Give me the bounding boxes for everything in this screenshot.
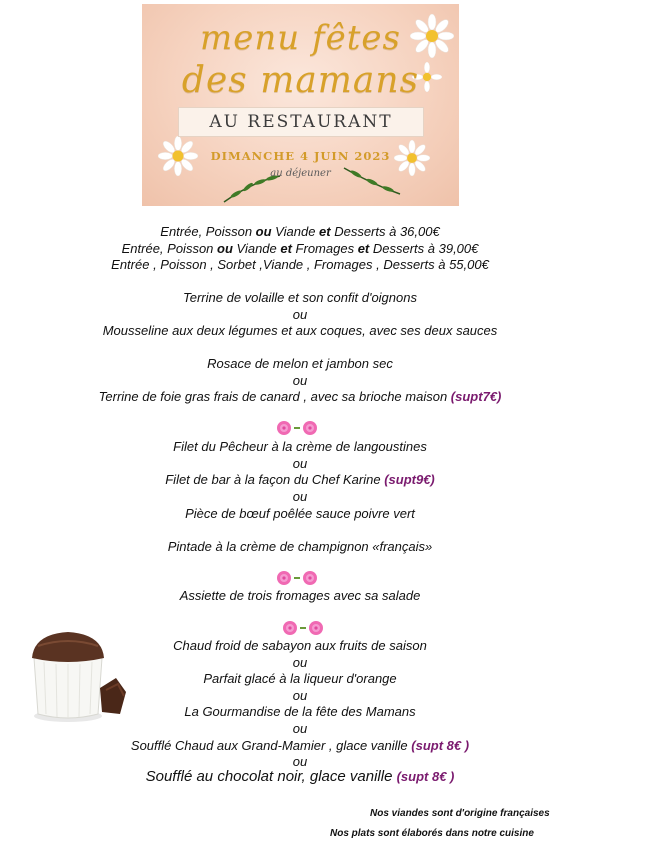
banner-title-line2: des mamans [181, 60, 420, 101]
dessert-item: Soufflé Chaud aux Grand-Mamier , glace vanille (supt 8€ ) [130, 738, 470, 753]
starter-item: Mousseline aux deux légumes et aux coques, avec ses deux sauces [102, 323, 498, 338]
rose-pair-icon [270, 418, 330, 438]
supplement-price: (supt9€) [384, 472, 435, 487]
supplement-price: (supt 8€ ) [396, 769, 455, 784]
or-separator: ou [292, 456, 308, 471]
banner-title-line1: menu fêtes [200, 18, 401, 58]
supplement-price: (supt7€) [450, 389, 502, 404]
or-separator: ou [292, 688, 308, 703]
main-item: Pintade à la crème de champignon «français» [167, 539, 433, 554]
dessert-item: La Gourmandise de la fête des Mamans [184, 704, 416, 719]
footer-note-origin: Nos viandes sont d'origine françaises [370, 808, 550, 819]
starter-item: Terrine de foie gras frais de canard , avec sa brioche maison (supt7€) [98, 389, 502, 404]
starter-item: Rosace de melon et jambon sec [207, 356, 393, 371]
dessert-item: Parfait glacé à la liqueur d'orange [203, 671, 397, 686]
main-item: Filet du Pêcheur à la crème de langoustines [173, 439, 427, 454]
dessert-item: Chaud froid de sabayon aux fruits de saison [173, 638, 427, 653]
supplement-price: (supt 8€ ) [411, 738, 470, 753]
dessert-item: Soufflé au chocolat noir, glace vanille (supt 8€ ) [145, 768, 455, 785]
banner-date: DIMANCHE 4 JUIN 2023 [210, 149, 391, 163]
formula-36: Entrée, Poisson ou Viande et Desserts à 36,00€ [160, 224, 440, 239]
or-separator: ou [292, 307, 308, 322]
banner-plaque: AU RESTAURANT [178, 107, 424, 137]
formula-39: Entrée, Poisson ou Viande et Fromages et Desserts à 39,00€ [121, 241, 479, 256]
or-separator: ou [292, 655, 308, 670]
header-banner [142, 4, 459, 206]
cheese-item: Assiette de trois fromages avec sa salade [179, 588, 421, 603]
or-separator: ou [292, 373, 308, 388]
footer-note-kitchen: Nos plats sont élaborés dans notre cuisine [330, 828, 534, 839]
rose-pair-icon [270, 568, 330, 588]
or-separator: ou [292, 754, 308, 769]
starter-item: Terrine de volaille et son confit d'oignons [183, 290, 417, 305]
or-separator: ou [292, 489, 308, 504]
main-item: Filet de bar à la façon du Chef Karine (supt9€) [165, 472, 435, 487]
banner-subtitle: au déjeuner [270, 168, 331, 179]
main-item: Pièce de bœuf poêlée sauce poivre vert [185, 506, 415, 521]
rose-pair-icon [276, 618, 336, 638]
formula-55: Entrée , Poisson , Sorbet ,Viande , Fromages , Desserts à 55,00€ [111, 257, 489, 272]
or-separator: ou [292, 721, 308, 736]
